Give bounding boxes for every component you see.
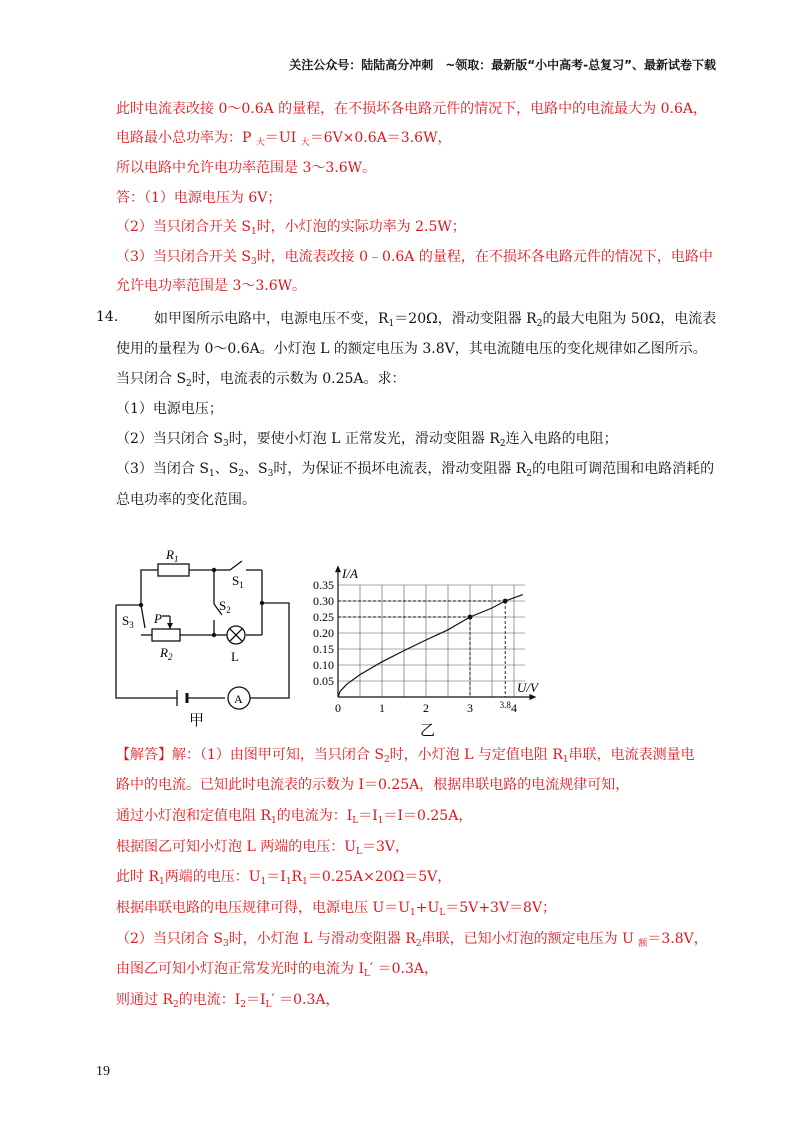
question-line-1: 如甲图所示电路中，电源电压不变，$R_1=20\Omega$，滑动变阻器 $R_2$的最大电阻为 50Ω，电流表 [154,311,717,329]
y-tick-label: 0.10 [313,658,334,672]
answer-line-1: 【解答】解：（1）由图甲可知，当只闭合 $S_2$时，小灯泡 L 与定值电阻 $R_1$串联，电流表测量电 [116,747,695,765]
y-tick-label: 0.35 [313,578,334,592]
x-tick-label: 0 [335,701,341,715]
ammeter-label: A [234,692,243,706]
answer-line-3: 通过小灯泡和定值电阻 $R_1$的电流为：$I_L=I_1=I=0.25A$， [116,808,473,826]
answer-line-6: 根据串联电路的电压规律可得，电源电压 $U=U_1+U_L=5V+3V=8V$； [116,900,557,918]
marked-point [503,599,508,604]
y-axis-label: I/A [342,566,358,582]
x-tick-label: 3.8 [499,700,511,710]
s3-label: $S_3$ [122,613,134,630]
lamp-label: L [231,649,239,664]
answer-line-5: 此时 $R_1$两端的电压：$U_1=I_1R_1=0.25A\times 20\Omega=5V$， [116,869,452,887]
r2-label: $R_2$ [160,645,173,662]
iu-curve [338,595,523,697]
prev-solution-line-6: （3）当只闭合开关 $S_3$时，电流表改接 0﹣0.6A 的量程，在不损坏各电路元件的情况下，电路中 [116,249,713,267]
slider-label: P [154,611,162,626]
r2-rheostat [152,629,180,641]
question-line-5: （2）当只闭合 $S_3$时，要使小灯泡 L 正常发光，滑动变阻器 $R_2$连入电路的电阻； [116,431,618,449]
r1-label: $R_1$ [166,547,179,564]
prev-solution-line-7: 允许电功率范围是 3～3.6W。 [116,278,307,294]
s1-label: $S_1$ [232,573,244,590]
y-axis-arrow [335,565,341,572]
circuit-diagram [110,540,300,735]
s1-switch [230,561,242,570]
x-tick-label: 3 [467,701,473,715]
chart-caption: 乙 [420,723,436,739]
question-number: 14. [96,309,119,325]
y-tick-label: 0.20 [313,626,334,640]
iu-chart [300,545,590,745]
question-line-3: 当只闭合 $S_2$时，电流表的示数为 0.25A。求： [116,371,406,389]
answer-line-7: （2）当只闭合 $S_3$时，小灯泡 L 与滑动变阻器 $R_2$串联，已知小灯泡的额定电压为 U $_额$＝3.8V， [116,931,708,949]
prev-solution-line-1: 此时电流表改接 0～0.6A 的量程，在不损坏各电路元件的情况下，电路中的电流最大为 0.6A， [116,101,708,117]
y-tick-label: 0.15 [313,642,334,656]
question-line-2: 使用的量程为 0～0.6A。小灯泡 L 的额定电压为 3.8V，其电流随电压的变化规律如乙图所示。 [116,341,707,357]
prev-solution-line-4: 答：（1）电源电压为 6V； [116,190,282,206]
x-axis-label: U/V [517,680,538,695]
answer-line-2: 路中的电流。已知此时电流表的示数为 I＝0.25A，根据串联电路的电流规律可知， [116,777,630,793]
prev-solution-line-2: 电路最小总功率为：P $_大$＝UI $_大$＝6V×0.6A＝3.6W， [116,130,452,148]
circuit-caption: 甲 [189,713,205,729]
y-tick-label: 0.25 [313,610,334,624]
y-tick-label: 0.05 [313,674,334,688]
r1-resistor [158,564,189,576]
x-tick-label: 1 [379,701,385,715]
question-line-4: （1）电源电压； [116,401,223,417]
s3-switch [141,605,145,628]
answer-line-4: 根据图乙可知小灯泡 L 两端的电压：$U_L=3V$， [116,839,410,857]
x-tick-label: 4 [511,701,517,715]
answer-line-8: 由图乙可知小灯泡正常发光时的电流为 $I_L' =0.3A$， [116,961,438,979]
page-number: 19 [96,1064,110,1079]
x-tick-label: 2 [423,701,429,715]
answer-line-9: 则通过 $R_2$的电流：$I_2=I_L' =0.3A$， [116,992,340,1010]
marked-point [468,615,473,620]
y-tick-label: 0.30 [313,594,334,608]
s2-label: $S_2$ [219,598,231,615]
page-header: 关注公众号：陆陆高分冲刺 ~领取：最新版“小中高考-总复习”、最新试卷下载 [289,58,716,72]
question-line-7: 总电功率的变化范围。 [116,492,256,508]
prev-solution-line-3: 所以电路中允许电功率范围是 3～3.6W。 [116,160,377,176]
prev-solution-line-5: （2）当只闭合开关 $S_1$时，小灯泡的实际功率为 2.5W； [116,219,466,237]
question-line-6: （3）当闭合 $S_1$、$S_2$、$S_3$时，为保证不损坏电流表，滑动变阻器 $R_2$的电阻可调范围和电路消耗的 [116,461,715,479]
